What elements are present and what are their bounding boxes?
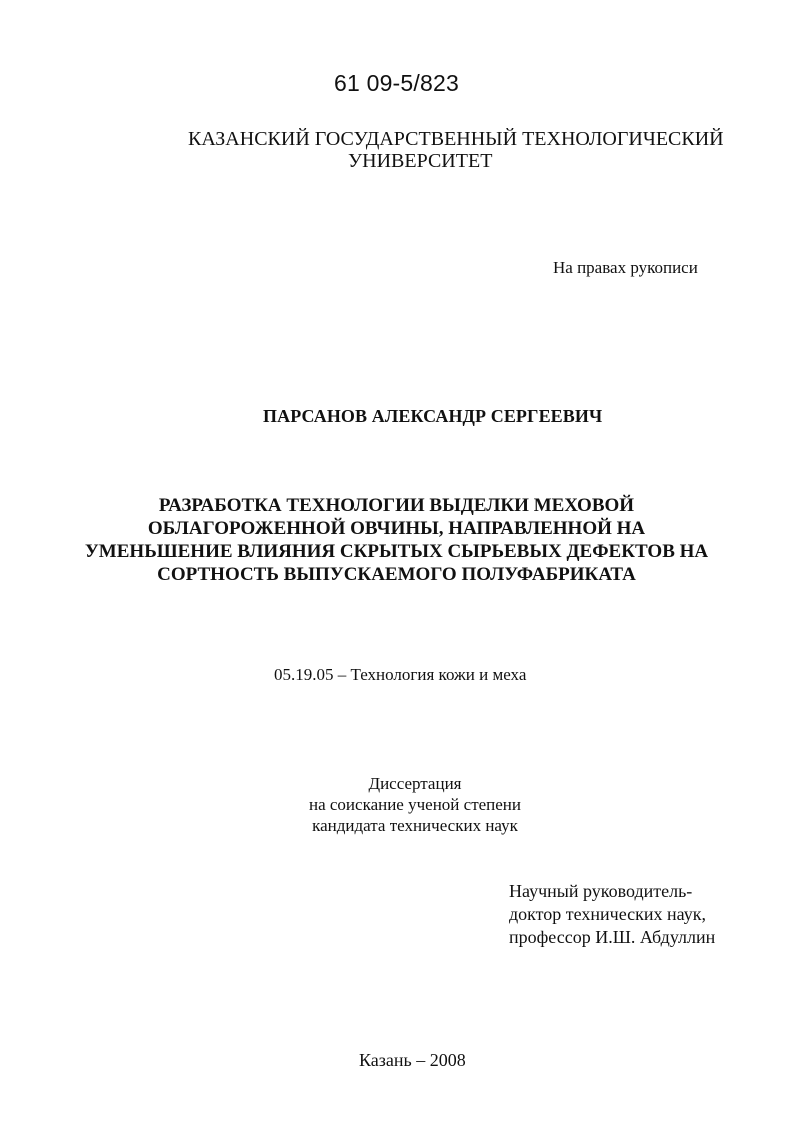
degree-line: на соискание ученой степени xyxy=(308,795,522,814)
degree-line: кандидата технических наук xyxy=(312,816,518,835)
university-name-line: КАЗАНСКИЙ ГОСУДАРСТВЕННЫЙ ТЕХНОЛОГИЧЕСКИЙ xyxy=(188,128,724,150)
dissertation-title xyxy=(0,494,793,586)
degree-statement xyxy=(270,773,560,836)
specialty-code: 05.19.05 – Технология кожи и меха xyxy=(274,665,527,684)
supervisor-line: Научный руководитель- xyxy=(509,881,693,901)
city-year: Казань – 2008 xyxy=(359,1050,466,1070)
title-line: ОБЛАГОРОЖЕННОЙ ОВЧИНЫ, НАПРАВЛЕННОЙ НА xyxy=(147,518,646,539)
degree-line: Диссертация xyxy=(368,774,462,793)
university-name xyxy=(188,128,724,172)
title-line: РАЗРАБОТКА ТЕХНОЛОГИИ ВЫДЕЛКИ МЕХОВОЙ xyxy=(158,495,635,516)
supervisor-block xyxy=(509,880,715,949)
catalog-number: 61 09-5/823 xyxy=(334,70,459,96)
rights-note: На правах рукописи xyxy=(553,258,698,277)
title-line: УМЕНЬШЕНИЕ ВЛИЯНИЯ СКРЫТЫХ СЫРЬЕВЫХ ДЕФЕКТОВ НА xyxy=(84,541,709,562)
university-name-line: УНИВЕРСИТЕТ xyxy=(348,150,493,172)
supervisor-line: доктор технических наук, xyxy=(509,904,706,924)
title-line: СОРТНОСТЬ ВЫПУСКАЕМОГО ПОЛУФАБРИКАТА xyxy=(157,564,636,585)
supervisor-line: профессор И.Ш. Абдуллин xyxy=(509,927,716,947)
author-name: ПАРСАНОВ АЛЕКСАНДР СЕРГЕЕВИЧ xyxy=(263,406,603,426)
